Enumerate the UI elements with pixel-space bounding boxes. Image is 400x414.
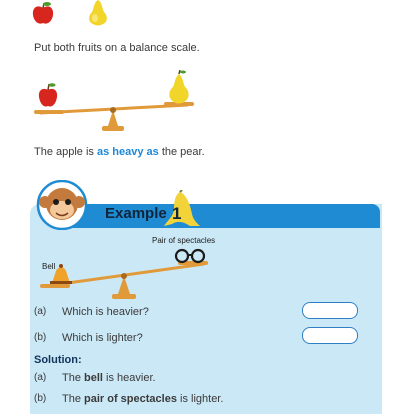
spectacles-icon	[176, 250, 204, 262]
answer-field-a[interactable]	[302, 302, 358, 319]
monkey-mascot-icon	[34, 180, 90, 230]
answer-field-b[interactable]	[302, 327, 358, 344]
example-number: 1	[172, 204, 182, 223]
solution-b-text: The pair of spectacles is lighter.	[62, 393, 224, 405]
apple-icon	[39, 83, 57, 106]
question-b-text: Which is lighter?	[62, 332, 143, 344]
balance-scale-fruits	[28, 70, 198, 136]
solution-a-text: The bell is heavier.	[62, 372, 156, 384]
result-sentence: The apple is as heavy as the pear.	[34, 146, 205, 158]
apple-icon	[30, 0, 56, 26]
pear-icon	[169, 70, 188, 104]
pear-icon	[84, 0, 112, 26]
example-title: Example	[105, 205, 167, 222]
solution-a-tag: (a)	[34, 372, 47, 383]
question-a-tag: (a)	[34, 306, 47, 317]
instruction-text: Put both fruits on a balance scale.	[34, 42, 200, 54]
question-b-tag: (b)	[34, 332, 47, 343]
spectacles-label: Pair of spectacles	[152, 236, 216, 245]
bell-label: Bell	[42, 262, 56, 271]
bell-icon	[50, 264, 72, 284]
question-a-text: Which is heavier?	[62, 306, 149, 318]
solution-heading: Solution:	[34, 354, 82, 366]
balance-scale-example	[32, 246, 212, 306]
solution-b-tag: (b)	[34, 393, 47, 404]
